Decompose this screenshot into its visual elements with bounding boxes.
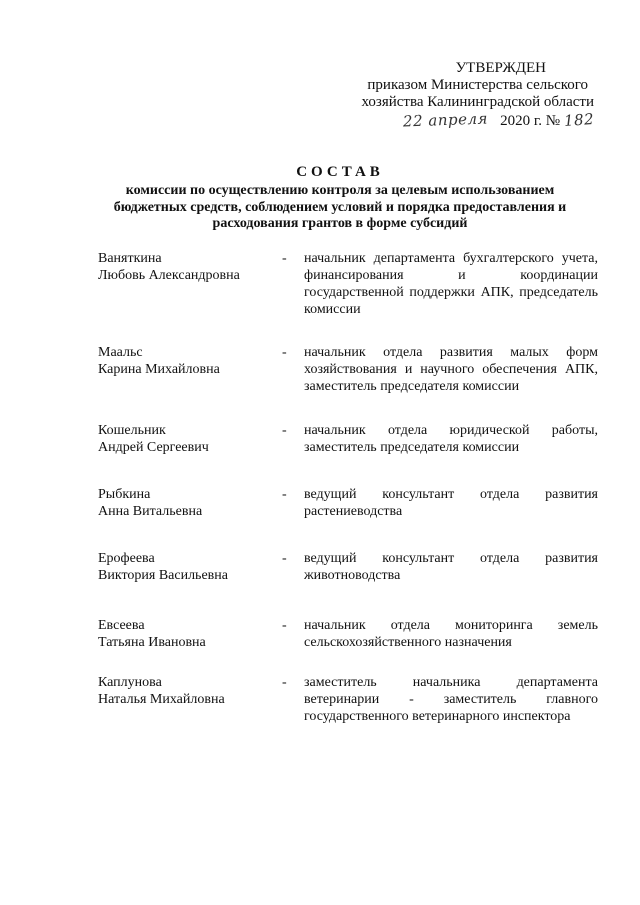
- member-dash: -: [282, 423, 287, 438]
- member-name: [98, 674, 282, 725]
- member-surname: Ваняткина: [98, 251, 162, 266]
- member-row: [98, 422, 598, 456]
- member-role: начальник отдела развития малых форм хозяйствования и научного обеспечения АПК, заместитель председателя комиссии: [304, 345, 598, 394]
- member-row: [98, 250, 598, 318]
- approval-date-line: [361, 109, 595, 131]
- member-role: начальник департамента бухгалтерского учета, финансирования и координации государственной поддержки АПК, председатель комиссии: [304, 251, 598, 317]
- approval-year-text: 2020 г. №: [500, 113, 561, 129]
- document-subtitle: [60, 183, 620, 233]
- member-name: [98, 486, 282, 520]
- member-row: [98, 486, 598, 520]
- member-row: [98, 617, 598, 651]
- member-given-names: Татьяна Ивановна: [98, 635, 206, 650]
- approval-stamp: [361, 60, 594, 130]
- member-row: [98, 550, 598, 584]
- member-row: [98, 344, 598, 395]
- member-surname: Каплунова: [98, 675, 162, 690]
- handwritten-date: 22 апреля: [403, 109, 489, 131]
- member-row: [98, 674, 598, 725]
- member-dash: -: [282, 551, 287, 566]
- member-name: [98, 617, 282, 651]
- subtitle-line-3: расходования грантов в форме субсидий: [212, 216, 468, 231]
- member-dash: -: [282, 675, 287, 690]
- approval-line-2: хозяйства Калининградской области: [361, 94, 594, 110]
- subtitle-line-1: комиссии по осуществлению контроля за целевым использованием: [125, 183, 555, 198]
- subtitle-line-2: бюджетных средств, соблюдением условий и порядка предоставления и: [113, 199, 567, 215]
- member-given-names: Виктория Васильевна: [98, 568, 228, 583]
- member-given-names: Андрей Сергеевич: [98, 440, 209, 455]
- member-name: [98, 250, 282, 318]
- member-role: ведущий консультант отдела развития растениеводства: [304, 487, 598, 519]
- member-dash: -: [282, 487, 287, 502]
- document-title: СОСТАВ: [296, 164, 384, 180]
- member-given-names: Карина Михайловна: [98, 362, 220, 377]
- member-dash: -: [282, 251, 287, 266]
- member-dash: -: [282, 618, 287, 633]
- member-role: ведущий консультант отдела развития животноводства: [304, 551, 598, 583]
- member-surname: Маальс: [98, 345, 143, 360]
- member-name: [98, 422, 282, 456]
- member-surname: Рыбкина: [98, 487, 151, 502]
- member-given-names: Анна Витальевна: [98, 504, 203, 519]
- member-given-names: Наталья Михайловна: [98, 692, 225, 707]
- member-role: начальник отдела юридической работы, заместитель председателя комиссии: [304, 423, 598, 455]
- approval-line-1: приказом Министерства сельского: [367, 77, 589, 93]
- member-role: начальник отдела мониторинга земель сельскохозяйственного назначения: [304, 618, 598, 650]
- member-dash: -: [282, 345, 287, 360]
- member-surname: Евсеева: [98, 618, 145, 633]
- member-given-names: Любовь Александровна: [98, 268, 240, 283]
- member-surname: Ерофеева: [98, 551, 155, 566]
- handwritten-order-number: 182: [563, 109, 595, 131]
- document-title-block: [60, 163, 620, 233]
- member-role: заместитель начальника департамента ветеринарии - заместитель главного государственного ветеринарного инспектора: [304, 675, 598, 724]
- member-surname: Кошельник: [98, 423, 166, 438]
- approval-heading: УТВЕРЖДЕН: [455, 60, 546, 76]
- member-name: [98, 550, 282, 584]
- member-name: [98, 344, 282, 395]
